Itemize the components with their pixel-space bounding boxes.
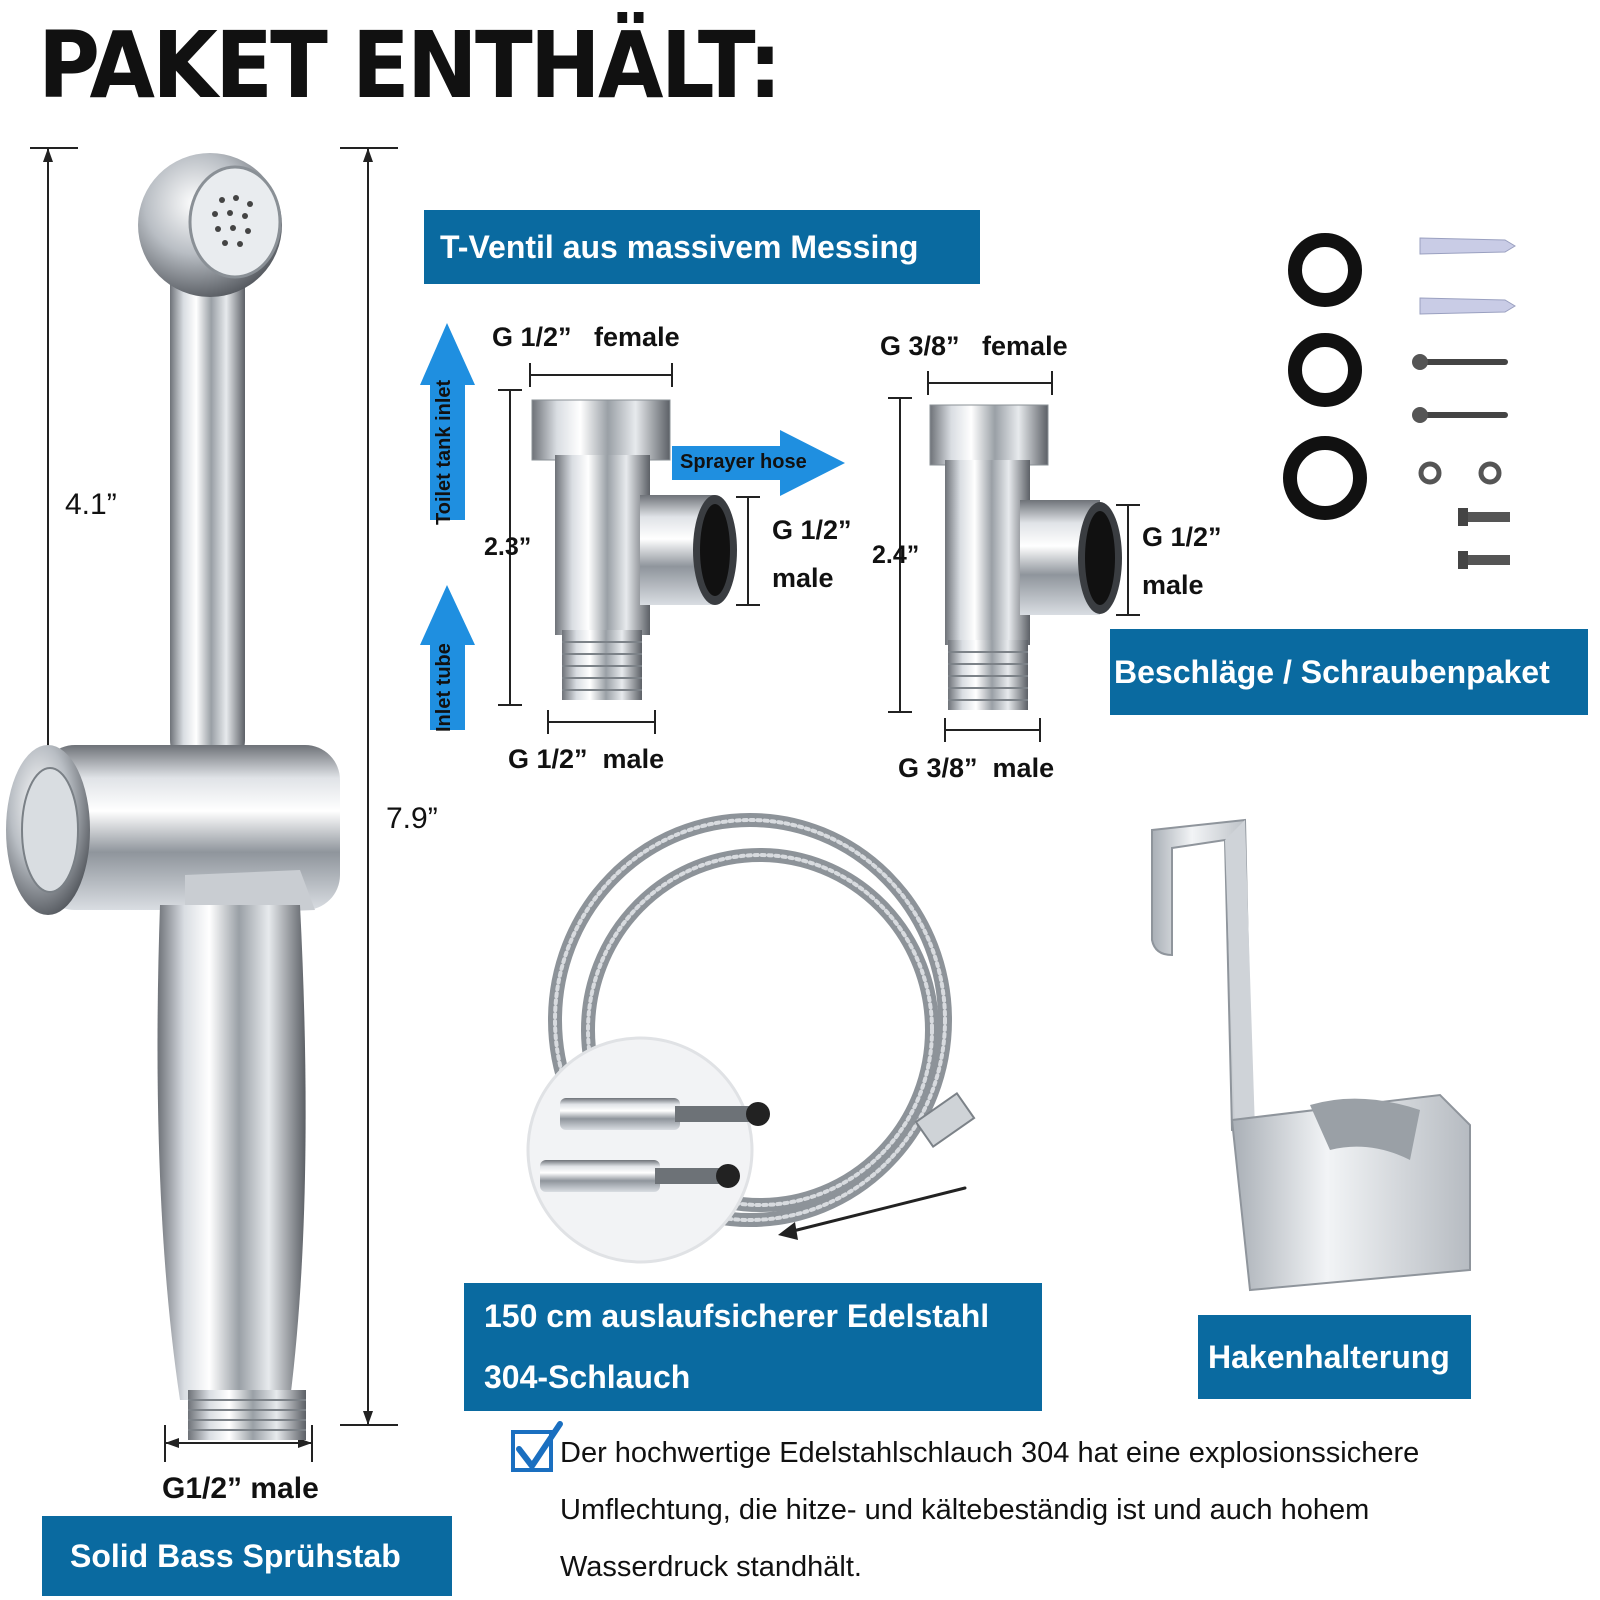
tee-valve-half-illustration [498, 363, 760, 734]
hose-label-line-1: 150 cm auslaufsicherer Edelstahl [484, 1298, 990, 1334]
sprayer-label: Solid Bass Sprühstab [42, 1516, 452, 1596]
tee-38-side-type: male [1142, 570, 1204, 600]
sprayer-head-length: 4.1” [65, 488, 117, 521]
description-line-2: Umflechtung, die hitze- und kältebeständig ist und auch hohem [560, 1494, 1370, 1526]
checkbox-checked-icon [513, 1424, 560, 1470]
arrow-label-inlet-tube: Inlet tube [433, 643, 455, 732]
tee-valve-label: T-Ventil aus massivem Messing [424, 210, 980, 284]
page-title: PAKET ENTHÄLT: [38, 12, 780, 119]
hose-label-line-2: 304-Schlauch [484, 1359, 691, 1395]
tee-half-side-type: male [772, 563, 834, 593]
tee-half-height: 2.3” [484, 533, 532, 561]
arrow-label-toilet-tank-inlet: Toilet tank inlet [433, 379, 455, 525]
description-text [560, 1425, 1590, 1596]
fittings-label: Beschläge / Schraubenpaket [1110, 629, 1588, 715]
tee-half-bottom-thread: G 1/2” male [508, 744, 665, 774]
tee-38-bottom-thread: G 3/8” male [898, 753, 1055, 783]
hose-label [464, 1283, 1042, 1411]
tee-valve-three-eighths-illustration [888, 371, 1140, 742]
arrow-label-sprayer-hose: Sprayer hose [680, 451, 807, 473]
hook-holder-illustration [1152, 820, 1470, 1290]
hose-connector-detail [528, 1038, 770, 1262]
sprayer-total-length: 7.9” [386, 802, 438, 835]
hook-label: Hakenhalterung [1198, 1315, 1471, 1399]
tee-half-top-thread: G 1/2” female [492, 322, 680, 352]
tee-half-side-thread: G 1/2” [772, 515, 852, 545]
fittings-illustration [1290, 238, 1515, 569]
tee-38-height: 2.4” [872, 541, 920, 569]
sprayer-thread-label: G1/2” male [162, 1472, 319, 1505]
description-line-1: Der hochwertige Edelstahlschlauch 304 hat eine explosionssichere [560, 1437, 1420, 1469]
sprayer-illustration [6, 148, 398, 1462]
tee-38-side-thread: G 1/2” [1142, 522, 1222, 552]
description-line-3: Wasserdruck standhält. [560, 1551, 862, 1583]
tee-38-top-thread: G 3/8” female [880, 331, 1068, 361]
